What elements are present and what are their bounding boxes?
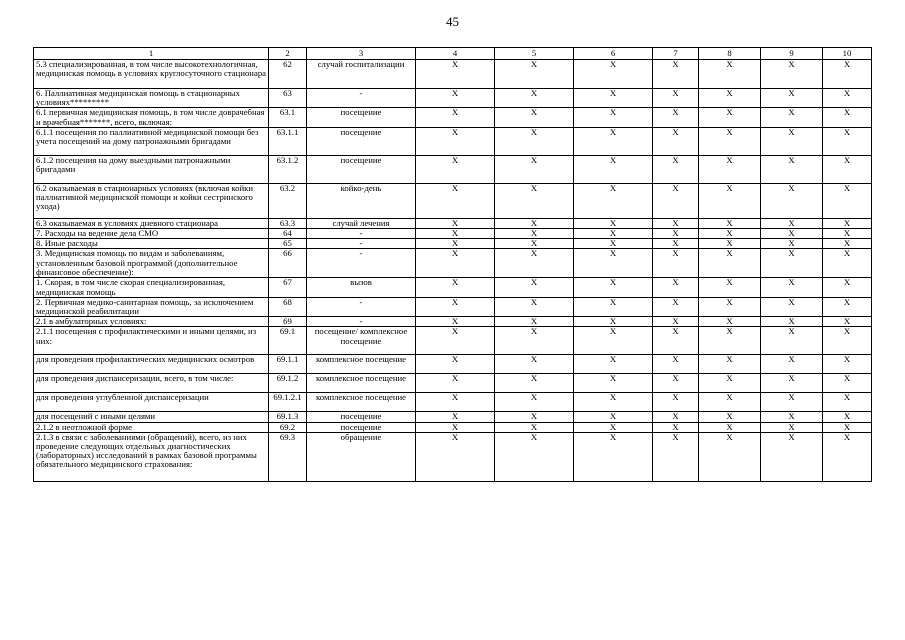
value-cell: X bbox=[653, 239, 699, 249]
value-cell: X bbox=[653, 355, 699, 374]
row-unit: комплексное посещение bbox=[307, 393, 416, 412]
value-cell: X bbox=[495, 249, 574, 278]
value-cell: X bbox=[495, 108, 574, 127]
value-cell: X bbox=[761, 218, 823, 228]
value-cell: X bbox=[495, 155, 574, 183]
row-unit: случай лечения bbox=[307, 218, 416, 228]
value-cell: X bbox=[416, 127, 495, 155]
value-cell: X bbox=[495, 432, 574, 481]
value-cell: X bbox=[653, 278, 699, 297]
row-unit: вызов bbox=[307, 278, 416, 297]
value-cell: X bbox=[416, 278, 495, 297]
table-row bbox=[34, 239, 872, 249]
value-cell: X bbox=[574, 374, 653, 393]
value-cell: X bbox=[653, 327, 699, 355]
value-cell: X bbox=[574, 155, 653, 183]
value-cell: X bbox=[574, 218, 653, 228]
value-cell: X bbox=[653, 374, 699, 393]
value-cell: X bbox=[574, 393, 653, 412]
column-number-4: 4 bbox=[416, 48, 495, 60]
value-cell: X bbox=[495, 218, 574, 228]
value-cell: X bbox=[761, 327, 823, 355]
value-cell: X bbox=[761, 249, 823, 278]
value-cell: X bbox=[699, 422, 761, 432]
value-cell: X bbox=[495, 89, 574, 108]
value-cell: X bbox=[574, 422, 653, 432]
column-number-7: 7 bbox=[653, 48, 699, 60]
row-name: 1. Скорая, в том числе скорая специализированная, медицинская помощь bbox=[34, 278, 269, 297]
value-cell: X bbox=[699, 239, 761, 249]
row-code: 63.2 bbox=[269, 183, 307, 218]
value-cell: X bbox=[574, 317, 653, 327]
value-cell: X bbox=[495, 60, 574, 89]
value-cell: X bbox=[574, 60, 653, 89]
row-code: 65 bbox=[269, 239, 307, 249]
row-unit: посещение bbox=[307, 127, 416, 155]
value-cell: X bbox=[574, 297, 653, 316]
value-cell: X bbox=[823, 393, 872, 412]
value-cell: X bbox=[823, 127, 872, 155]
value-cell: X bbox=[823, 218, 872, 228]
value-cell: X bbox=[823, 355, 872, 374]
table-row bbox=[34, 355, 872, 374]
value-cell: X bbox=[823, 374, 872, 393]
column-number-2: 2 bbox=[269, 48, 307, 60]
value-cell: X bbox=[699, 374, 761, 393]
column-number-8: 8 bbox=[699, 48, 761, 60]
table-row bbox=[34, 412, 872, 422]
row-name: 6.3 оказываемая в условиях дневного стационара bbox=[34, 218, 269, 228]
value-cell: X bbox=[653, 183, 699, 218]
value-cell: X bbox=[699, 108, 761, 127]
value-cell: X bbox=[416, 60, 495, 89]
value-cell: X bbox=[495, 278, 574, 297]
value-cell: X bbox=[761, 108, 823, 127]
row-unit: - bbox=[307, 317, 416, 327]
value-cell: X bbox=[823, 327, 872, 355]
value-cell: X bbox=[653, 317, 699, 327]
table-row bbox=[34, 297, 872, 316]
value-cell: X bbox=[416, 297, 495, 316]
value-cell: X bbox=[495, 127, 574, 155]
row-name: для проведения профилактических медицинских осмотров bbox=[34, 355, 269, 374]
row-unit: посещение bbox=[307, 108, 416, 127]
row-name: для проведения углубленной диспансеризации bbox=[34, 393, 269, 412]
value-cell: X bbox=[761, 422, 823, 432]
value-cell: X bbox=[653, 127, 699, 155]
value-cell: X bbox=[495, 297, 574, 316]
value-cell: X bbox=[823, 317, 872, 327]
table-row bbox=[34, 393, 872, 412]
value-cell: X bbox=[495, 393, 574, 412]
row-unit: койко-день bbox=[307, 183, 416, 218]
table-row bbox=[34, 108, 872, 127]
table-body bbox=[34, 60, 872, 482]
row-unit: комплексное посещение bbox=[307, 355, 416, 374]
value-cell: X bbox=[574, 239, 653, 249]
value-cell: X bbox=[495, 239, 574, 249]
value-cell: X bbox=[653, 155, 699, 183]
value-cell: X bbox=[761, 317, 823, 327]
value-cell: X bbox=[416, 393, 495, 412]
value-cell: X bbox=[574, 127, 653, 155]
value-cell: X bbox=[761, 278, 823, 297]
row-name: 6. Паллиативная медицинская помощь в стационарных условиях********* bbox=[34, 89, 269, 108]
value-cell: X bbox=[574, 327, 653, 355]
row-name: 2.1.3 в связи с заболеваниями (обращений), всего, из них проведение следующих отдельных диагностических (лабораторных) исследований в рамках базовой программы обязательного медицинского страхования: bbox=[34, 432, 269, 481]
value-cell: X bbox=[699, 155, 761, 183]
value-cell: X bbox=[761, 432, 823, 481]
value-cell: X bbox=[416, 355, 495, 374]
row-code: 63.3 bbox=[269, 218, 307, 228]
value-cell: X bbox=[574, 412, 653, 422]
value-cell: X bbox=[699, 278, 761, 297]
value-cell: X bbox=[416, 89, 495, 108]
value-cell: X bbox=[699, 317, 761, 327]
value-cell: X bbox=[699, 393, 761, 412]
column-number-9: 9 bbox=[761, 48, 823, 60]
value-cell: X bbox=[495, 183, 574, 218]
value-cell: X bbox=[495, 374, 574, 393]
value-cell: X bbox=[823, 412, 872, 422]
row-code: 69.3 bbox=[269, 432, 307, 481]
value-cell: X bbox=[653, 60, 699, 89]
value-cell: X bbox=[761, 393, 823, 412]
table-row bbox=[34, 155, 872, 183]
value-cell: X bbox=[416, 239, 495, 249]
value-cell: X bbox=[761, 355, 823, 374]
value-cell: X bbox=[761, 60, 823, 89]
row-code: 68 bbox=[269, 297, 307, 316]
value-cell: X bbox=[416, 218, 495, 228]
table-row bbox=[34, 249, 872, 278]
value-cell: X bbox=[761, 239, 823, 249]
data-table bbox=[33, 47, 872, 482]
value-cell: X bbox=[653, 432, 699, 481]
value-cell: X bbox=[416, 422, 495, 432]
row-name: 6.1 первичная медицинская помощь, в том числе доврачебная и врачебная*******, всего, включая: bbox=[34, 108, 269, 127]
row-name: для посещений с иными целями bbox=[34, 412, 269, 422]
value-cell: X bbox=[653, 249, 699, 278]
value-cell: X bbox=[653, 229, 699, 239]
value-cell: X bbox=[495, 317, 574, 327]
value-cell: X bbox=[699, 355, 761, 374]
value-cell: X bbox=[761, 155, 823, 183]
value-cell: X bbox=[823, 229, 872, 239]
row-code: 63.1.1 bbox=[269, 127, 307, 155]
row-name: 5.3 специализированная, в том числе высокотехнологичная, медицинская помощь в условиях круглосуточного стационара bbox=[34, 60, 269, 89]
value-cell: X bbox=[416, 155, 495, 183]
value-cell: X bbox=[574, 355, 653, 374]
table-row bbox=[34, 374, 872, 393]
value-cell: X bbox=[495, 355, 574, 374]
value-cell: X bbox=[699, 432, 761, 481]
value-cell: X bbox=[653, 89, 699, 108]
row-code: 66 bbox=[269, 249, 307, 278]
value-cell: X bbox=[761, 412, 823, 422]
row-code: 69.1.2 bbox=[269, 374, 307, 393]
row-unit: случай госпитализации bbox=[307, 60, 416, 89]
table-row bbox=[34, 422, 872, 432]
value-cell: X bbox=[574, 249, 653, 278]
value-cell: X bbox=[823, 60, 872, 89]
value-cell: X bbox=[495, 327, 574, 355]
row-name: для проведения диспансеризации, всего, в том числе: bbox=[34, 374, 269, 393]
row-name: 2.1 в амбулаторных условиях: bbox=[34, 317, 269, 327]
value-cell: X bbox=[823, 249, 872, 278]
row-code: 69 bbox=[269, 317, 307, 327]
row-code: 63.1 bbox=[269, 108, 307, 127]
row-code: 67 bbox=[269, 278, 307, 297]
table-row bbox=[34, 127, 872, 155]
value-cell: X bbox=[823, 155, 872, 183]
value-cell: X bbox=[761, 183, 823, 218]
value-cell: X bbox=[699, 127, 761, 155]
value-cell: X bbox=[416, 327, 495, 355]
row-code: 63.1.2 bbox=[269, 155, 307, 183]
row-name: 6.1.1 посещения по паллиативной медицинской помощи без учета посещений на дому патронажными бригадами bbox=[34, 127, 269, 155]
row-unit: - bbox=[307, 239, 416, 249]
value-cell: X bbox=[574, 89, 653, 108]
value-cell: X bbox=[823, 422, 872, 432]
value-cell: X bbox=[574, 278, 653, 297]
row-name: 2.1.2 в неотложной форме bbox=[34, 422, 269, 432]
column-number-1: 1 bbox=[34, 48, 269, 60]
value-cell: X bbox=[761, 89, 823, 108]
table-header bbox=[34, 48, 872, 60]
column-number-3: 3 bbox=[307, 48, 416, 60]
row-name: 6.2 оказываемая в стационарных условиях (включая койки паллиативной медицинской помощи и койки сестринского ухода) bbox=[34, 183, 269, 218]
row-unit: посещение bbox=[307, 155, 416, 183]
value-cell: X bbox=[416, 229, 495, 239]
value-cell: X bbox=[416, 432, 495, 481]
value-cell: X bbox=[699, 249, 761, 278]
value-cell: X bbox=[653, 297, 699, 316]
value-cell: X bbox=[653, 108, 699, 127]
row-unit: - bbox=[307, 89, 416, 108]
value-cell: X bbox=[416, 183, 495, 218]
value-cell: X bbox=[761, 127, 823, 155]
value-cell: X bbox=[653, 422, 699, 432]
value-cell: X bbox=[699, 60, 761, 89]
row-unit: обращение bbox=[307, 432, 416, 481]
row-unit: посещение bbox=[307, 422, 416, 432]
value-cell: X bbox=[653, 393, 699, 412]
value-cell: X bbox=[699, 327, 761, 355]
value-cell: X bbox=[495, 412, 574, 422]
value-cell: X bbox=[416, 108, 495, 127]
table-row bbox=[34, 183, 872, 218]
row-unit: - bbox=[307, 229, 416, 239]
value-cell: X bbox=[495, 229, 574, 239]
value-cell: X bbox=[416, 374, 495, 393]
table-row bbox=[34, 60, 872, 89]
row-unit: посещение bbox=[307, 412, 416, 422]
page-number: 45 bbox=[446, 14, 459, 29]
row-code: 63 bbox=[269, 89, 307, 108]
value-cell: X bbox=[699, 183, 761, 218]
value-cell: X bbox=[699, 229, 761, 239]
row-code: 64 bbox=[269, 229, 307, 239]
value-cell: X bbox=[823, 432, 872, 481]
row-name: 3. Медицинская помощь по видам и заболеваниям, установленным базовой программой (дополнительное финансовое обеспечение): bbox=[34, 249, 269, 278]
value-cell: X bbox=[823, 278, 872, 297]
row-name: 8. Иные расходы bbox=[34, 239, 269, 249]
row-name: 7. Расходы на ведение дела СМО bbox=[34, 229, 269, 239]
value-cell: X bbox=[699, 297, 761, 316]
row-name: 2. Первичная медико-санитарная помощь, за исключением медицинской реабилитации bbox=[34, 297, 269, 316]
value-cell: X bbox=[699, 218, 761, 228]
table-row bbox=[34, 327, 872, 355]
value-cell: X bbox=[495, 422, 574, 432]
row-unit: посещение/ комплексное посещение bbox=[307, 327, 416, 355]
table-row bbox=[34, 317, 872, 327]
table-row bbox=[34, 229, 872, 239]
value-cell: X bbox=[823, 108, 872, 127]
value-cell: X bbox=[823, 183, 872, 218]
value-cell: X bbox=[574, 432, 653, 481]
row-code: 69.1 bbox=[269, 327, 307, 355]
value-cell: X bbox=[653, 412, 699, 422]
column-number-10: 10 bbox=[823, 48, 872, 60]
row-unit: комплексное посещение bbox=[307, 374, 416, 393]
row-code: 62 bbox=[269, 60, 307, 89]
value-cell: X bbox=[761, 229, 823, 239]
value-cell: X bbox=[574, 108, 653, 127]
value-cell: X bbox=[823, 239, 872, 249]
value-cell: X bbox=[416, 249, 495, 278]
column-number-row bbox=[34, 48, 872, 60]
row-code: 69.1.3 bbox=[269, 412, 307, 422]
value-cell: X bbox=[761, 297, 823, 316]
value-cell: X bbox=[699, 89, 761, 108]
row-code: 69.1.1 bbox=[269, 355, 307, 374]
row-name: 2.1.1 посещения с профилактическими и иными целями, из них: bbox=[34, 327, 269, 355]
value-cell: X bbox=[823, 89, 872, 108]
row-unit: - bbox=[307, 249, 416, 278]
row-code: 69.2 bbox=[269, 422, 307, 432]
value-cell: X bbox=[761, 374, 823, 393]
value-cell: X bbox=[574, 183, 653, 218]
value-cell: X bbox=[416, 412, 495, 422]
row-unit: - bbox=[307, 297, 416, 316]
table-row bbox=[34, 89, 872, 108]
table-row bbox=[34, 432, 872, 481]
column-number-5: 5 bbox=[495, 48, 574, 60]
row-code: 69.1.2.1 bbox=[269, 393, 307, 412]
column-number-6: 6 bbox=[574, 48, 653, 60]
value-cell: X bbox=[823, 297, 872, 316]
table-row bbox=[34, 278, 872, 297]
row-name: 6.1.2 посещения на дому выездными патронажными бригадами bbox=[34, 155, 269, 183]
value-cell: X bbox=[416, 317, 495, 327]
table-row bbox=[34, 218, 872, 228]
value-cell: X bbox=[653, 218, 699, 228]
value-cell: X bbox=[699, 412, 761, 422]
value-cell: X bbox=[574, 229, 653, 239]
